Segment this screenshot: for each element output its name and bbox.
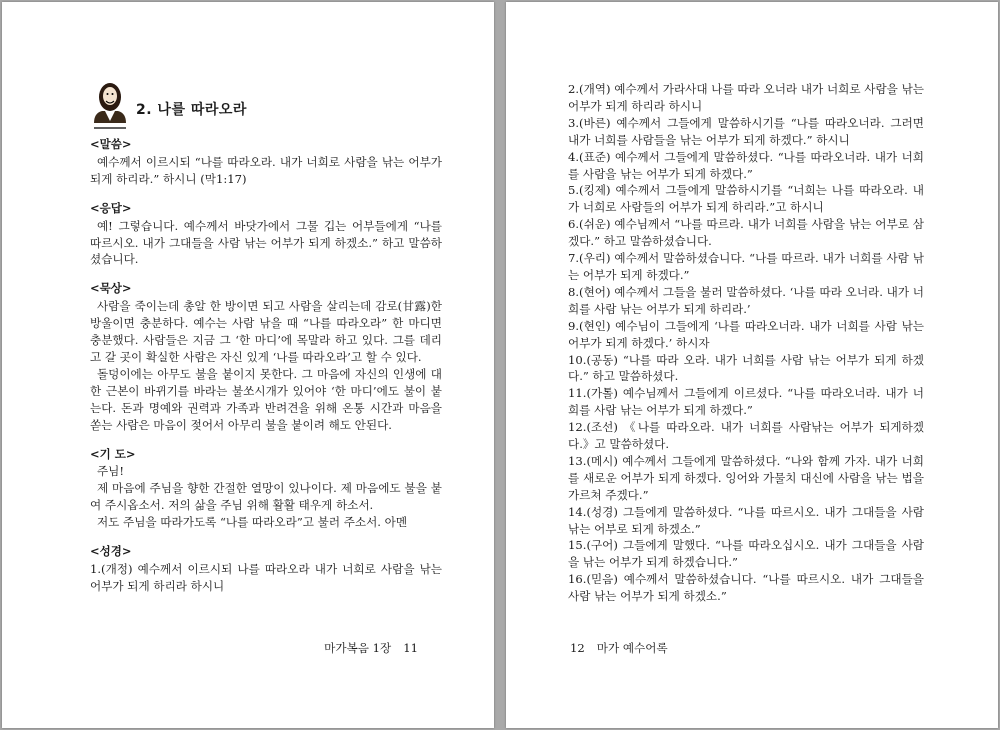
section-text-eungdap: 예! 그렇습니다. 예수께서 바닷가에서 그물 깁는 어부들에게 “나를 따르시오. 내가 그대들을 사람 낚는 어부가 되게 하겠소.” 하고 말씀하셨습니다. (90, 218, 442, 267)
right-page (506, 2, 998, 728)
right-page-content (568, 81, 924, 605)
section-label-eungdap: <응답> (90, 200, 132, 215)
page-number: 12 (570, 641, 585, 655)
section-label-gido: <기 도> (90, 446, 136, 461)
verse-item: 11.(가톨) 예수님께서 그들에게 이르셨다. “나를 따라오너라. 내가 너희를 사람 낚는 어부가 되게 하겠다.” (568, 386, 924, 418)
section-text-gido-3: 저도 주님을 따라가도록 “나를 따라오라”고 불러 주소서. 아멘 (96, 515, 408, 530)
footer-book-title: 마가복음 1장 (324, 641, 392, 655)
verse-item: 12.(조선) 《나를 따라오라. 내가 너희를 사람낚는 어부가 되게하겠다.》고 말씀하셨다. (568, 420, 924, 452)
footer-book-title: 마가 예수어록 (596, 641, 668, 655)
verse-item: 7.(우리) 예수께서 말씀하셨습니다. “나를 따르라. 내가 너희를 사람 낚는 어부가 되게 하겠다.” (568, 251, 924, 282)
section-text-gido-1: 주님! (96, 464, 125, 479)
verse-item: 3.(바른) 예수께서 그들에게 말씀하시기를 “나를 따라오너라. 그러면 내가 너희를 사람들을 낚는 어부가 되게 하겠다.” 하시니 (568, 115, 924, 147)
chapter-title: 2. 나를 따라오라 (136, 101, 247, 118)
verse-item: 8.(현어) 예수께서 그들을 불러 말씀하셨다. ‘나를 따라 오너라. 내가 너희를 사람 낚는 어부가 되게 하리라.’ (568, 284, 924, 316)
section-text-gido-2: 제 마음에 주님을 향한 간절한 열망이 있나이다. 제 마음에도 불을 붙여 주시옵소서. 저의 삶을 주님 위해 활활 태우게 하소서. (90, 481, 442, 513)
verse-item: 1.(개정) 예수께서 이르시되 나를 따라오라 내가 너희로 사람을 낚는 어부가 되게 하리라 하시니 (90, 561, 442, 593)
section-label-muksang: <묵상> (90, 281, 132, 296)
verse-item: 4.(표준) 예수께서 그들에게 말씀하셨다. “나를 따라오너라. 내가 너희를 사람을 낚는 어부가 되게 하겠다.” (568, 149, 924, 181)
verse-item: 5.(킹제) 예수께서 그들에게 말씀하시기를 “너희는 나를 따라오라. 내가 너희로 사람들의 어부가 되게 하리라.”고 하시니 (568, 183, 924, 215)
jesus-caricature-icon (90, 79, 130, 129)
chapter-header (90, 78, 442, 130)
verse-item: 16.(믿음) 예수께서 말씀하셨습니다. “나를 따르시오. 내가 그대들을 사람 낚는 어부가 되게 하겠소.” (568, 572, 924, 604)
verse-item: 15.(구어) 그들에게 말했다. “나를 따라오십시오. 내가 그대들을 사람을 낚는 어부가 되게 하겠습니다.” (568, 538, 924, 570)
verse-item: 13.(메시) 예수께서 그들에게 말씀하셨다. “나와 함께 가자. 내가 너희를 새로운 어부가 되게 하겠다. 잉어와 가물치 대신에 사람을 낚는 법을 가르쳐 주겠다.” (568, 453, 924, 502)
section-label-malsseum: <말씀> (90, 137, 132, 151)
left-page-content (90, 78, 442, 595)
section-text-muksang-2: 돌덩이에는 아무도 불을 붙이지 못한다. 그 마음에 자신의 인생에 대한 근본이 바뀌기를 바라는 불쏘시개가 있어야 ‘한 마디’에도 불이 붙는다. 돈과 명예와 권력과 가족과 반려견을 위해 온통 시간과 마음을 쏟는 사람은 마음이 젖어서 아무리 불을 붙이려 해도 안된다. (90, 366, 442, 432)
verse-item: 2.(개역) 예수께서 가라사대 나를 따라 오너라 내가 너희로 사람을 낚는 어부가 되게 하리라 하시니 (568, 82, 924, 113)
section-text-malsseum: 예수께서 이르시되 “나를 따라오라. 내가 너희로 사람을 낚는 어부가 되게 하리라.” 하시니 (막1:17) (90, 154, 442, 186)
section-label-seonggyeong: <성경> (90, 544, 132, 559)
right-footer (570, 640, 668, 656)
verse-item: 9.(현인) 예수님이 그들에게 ‘나를 따라오너라. 내가 너희를 사람 낚는 어부가 되게 하겠다.’ 하시자 (568, 318, 924, 350)
verse-item: 6.(쉬운) 예수님께서 “나를 따르라. 내가 너희를 사람을 낚는 어부로 삼겠다.” 하고 말씀하셨습니다. (568, 217, 924, 249)
left-page (2, 2, 494, 728)
verse-item: 14.(성경) 그들에게 말씀하셨다. “나를 따르시오. 내가 그대들을 사람 낚는 어부로 되게 하겠소.” (568, 504, 924, 536)
page-number: 11 (403, 641, 418, 655)
verse-item: 10.(공동) “나를 따라 오라. 내가 너희를 사람 낚는 어부가 되게 하겠다.” 하고 말씀하셨다. (568, 352, 924, 384)
section-text-muksang-1: 사람을 죽이는데 총알 한 방이면 되고 사람을 살리는데 감로(甘露)한 방울이면 충분하다. 예수는 사람 낚을 때 “나를 따라오라” 한 마디면 충분했다. 사람들은 지금 그 ‘한 마디’에 목말라 하고 있다. 그를 데리고 갈 곳이 확실한 사람은 자신 있게 ‘나를 따라오라’고 할 수 있다. (90, 299, 442, 364)
left-footer (324, 640, 430, 656)
